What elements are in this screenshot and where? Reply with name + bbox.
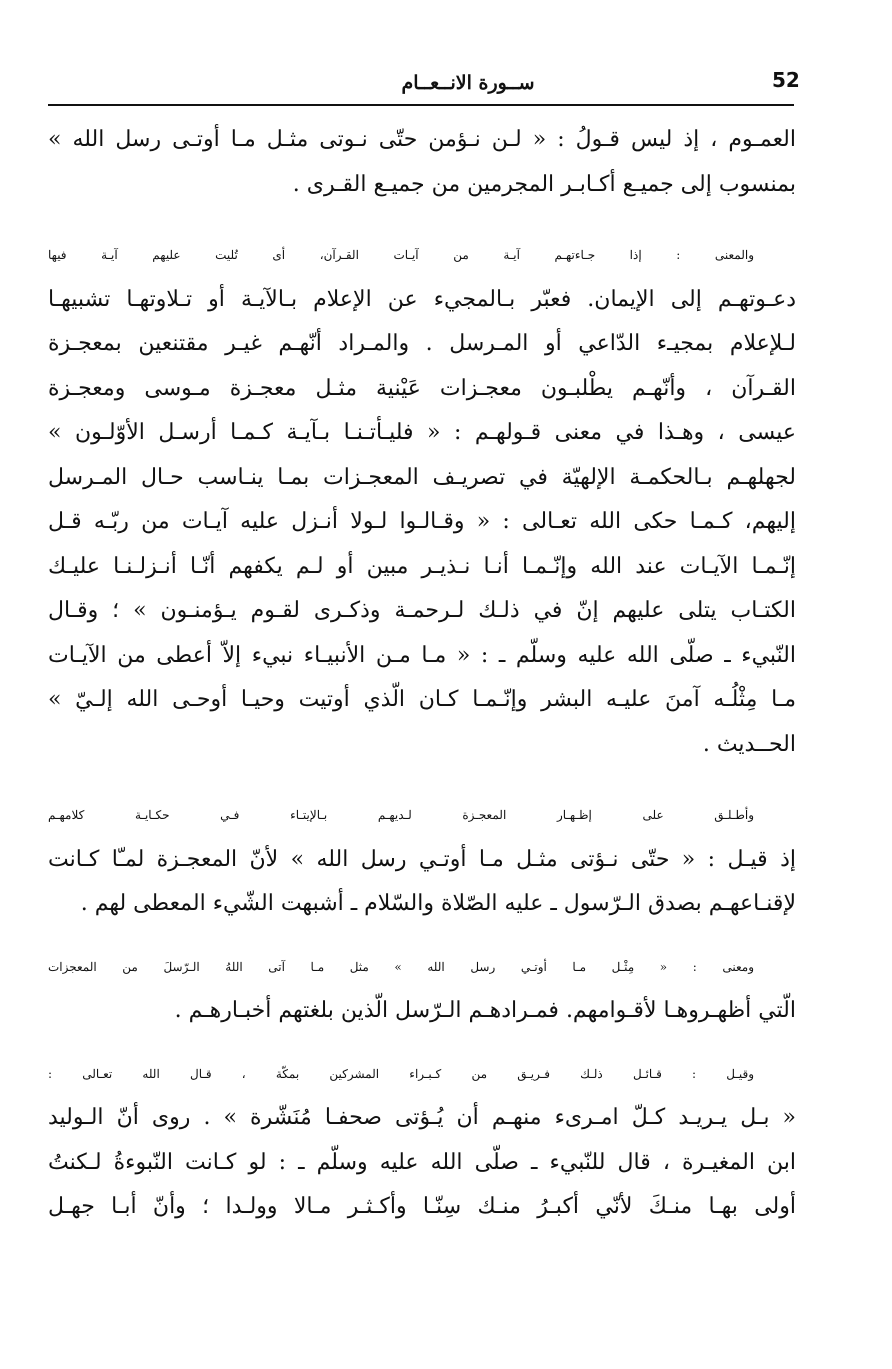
text-line: الحــديث . — [702, 731, 796, 757]
page-header — [48, 62, 800, 106]
paragraph — [48, 793, 796, 927]
text-line: إليهم، كـمـا حكى الله تعـالى : « وقـالـوا لـولا أنـزل عليه آيـات من ربّـه قـل — [48, 509, 796, 534]
paragraph — [48, 233, 796, 767]
paragraph — [48, 1052, 796, 1230]
text-line: لجهلهـم بـالحكمـة الإلهيّة في تصريـف المعجـزات بمـا ينـاسب حـال المـرسل — [48, 464, 796, 490]
text-line: والمعنى : إذا جـاءتهـم آيـة من آيـات القـرآن، أى تُليت عليهم آيـة فيها — [48, 248, 754, 262]
text-line: إنّـمـا الآيـات عند الله وإنّـمـا أنـا نـذيـر مبين أو لـم يكفهم أنّـا أنـزلـنـا عليـك — [48, 553, 796, 579]
text-line: مـا مِثْلُـه آمنَ عليـه البشر وإنّـمـا كـان الّذي أوتيت وحيـا أوحـى الله إلـيّ » — [48, 687, 796, 712]
text-line: عيسى ، وهـذا في معنى قـولهـم : « فليـأتـنـا بـآيـة كـمـا أرسـل الأوّلـون » — [48, 420, 796, 445]
page-number: 52 — [772, 68, 800, 92]
paragraph — [48, 945, 796, 1034]
text-line: النّبيء ـ صلّى الله عليه وسلّم ـ : « مـا مـن الأنبيـاء نبيء إلاّ أعطى من الآيـات — [48, 642, 796, 668]
text-line: وقيـل : قـائـل ذلـك فـريـق من كـبـراء المشركين بمكّة ، قـال الله تعـالى : — [48, 1066, 754, 1081]
running-title: ســورة الانــعــام — [401, 72, 535, 94]
text-line: وأطـلـق على إظـهـار المعجـزة لـديهـم بـالإيتـاء فـي حكـايـة كلامهـم — [48, 808, 754, 822]
text-line: لإقنـاعهـم بصدق الـرّسول ـ عليه الصّلاة والسّلام ـ أشبهت الشّيء المعطى لهم . — [80, 891, 796, 916]
paragraph — [48, 118, 796, 207]
text-line: بمنسوب إلى جميـع أكـابـر المجرمين من جميـع القـرى . — [292, 171, 796, 197]
body-text — [48, 118, 796, 1230]
text-line: ابن المغيـرة ، قال للنّبيء ـ صلّى الله عليه وسلّم ـ : لو كـانت النّبوءةُ لـكنتُ — [48, 1149, 796, 1175]
text-line: لـلإعلام بمجيـء الدّاعي أو المـرسل . والمـراد أنّهـم غيـر مقتنعين بمعجـزة — [48, 331, 796, 356]
text-line: ومعنى : « مِثْـل مـا أوتـي رسل الله » مثل مـا آتى اللهُ الـرّسلَ من المعجزات — [48, 959, 754, 974]
text-line: الكتـاب يتلى عليهم إنّ في ذلـك لـرحمـة وذكـرى لقـوم يـؤمنـون » ؛ وقـال — [48, 598, 796, 623]
text-line: العمـوم ، إذ ليس قـولُ : « لـن نـؤمن حتّى نـوتى مثـل مـا أوتـى رسل الله » — [48, 127, 796, 152]
text-line: « بـل يـريـد كـلّ امـرىء منهـم أن يُـؤتى صحفـا مُنَشّرة » . روى أنّ الـوليد — [48, 1105, 796, 1130]
text-line: الّتي أظهـروهـا لأقـوامهم. فمـرادهـم الـرّسل الّذين بلغتهم أخبـارهـم . — [174, 998, 796, 1023]
text-line: القـرآن ، وأنّهـم يطْلبـون معجـزات عَيْنية مثـل معجـزة مـوسى ومعجـزة — [48, 375, 796, 401]
text-line: إذ قيـل : « حتّى نـؤتى مثـل مـا أوتـي رسل الله » لأنّ المعجـزة لمـّا كـانت — [48, 846, 796, 872]
text-line: أولى بهـا منـكَ لأنّي أكبـرُ منـك سِنّـا وأكـثـر مـالا وولـدا ؛ وأنّ أبـا جهـل — [48, 1194, 796, 1219]
text-line: دعـوتهـم إلى الإيمان. فعبّر بـالمجيء عن الإعلام بـالآيـة أو تـلاوتهـا تشبيهـا — [48, 286, 796, 312]
